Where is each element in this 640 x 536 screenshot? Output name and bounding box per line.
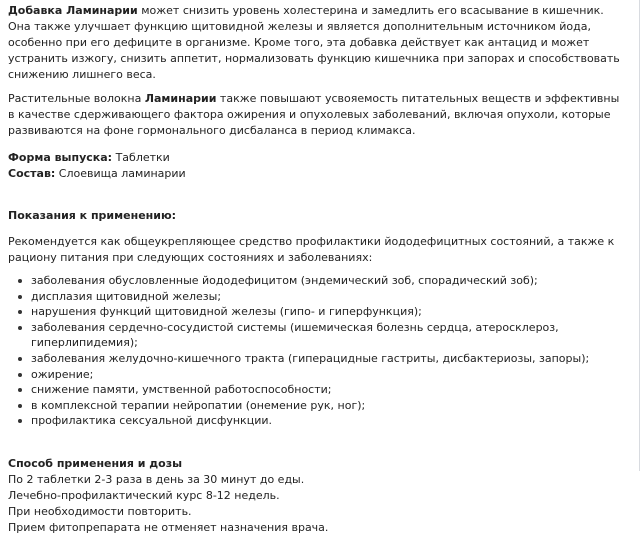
usage-title: Способ применения и дозы bbox=[8, 456, 183, 470]
list-item: дисплазия щитовидной железы; bbox=[16, 289, 620, 305]
list-item: профилактика сексуальной дисфункции. bbox=[16, 413, 620, 429]
list-item: заболевания сердечно-сосудистой системы (ишемическая болезнь сердца, атеросклероз, гиперлипидемия); bbox=[16, 320, 620, 351]
indications-intro: Рекомендуется как общеукрепляющее средство профилактики йододефицитных состояний, а также к рациону питания при следующих состояниях и заболеваниях: bbox=[8, 235, 615, 264]
intro-lead: Добавка bbox=[8, 4, 67, 17]
indications-title: Показания к применению: bbox=[8, 209, 177, 222]
list-item: нарушения функций щитовидной железы (гипо- и гиперфункция); bbox=[16, 304, 620, 320]
fiber-lead-bold: Ламинарии bbox=[144, 92, 217, 105]
product-meta bbox=[8, 150, 620, 182]
composition bbox=[8, 166, 620, 182]
usage-line: Лечебно-профилактический курс 8-12 недель. bbox=[8, 488, 280, 502]
list-item: в комплексной терапии нейропатии (онемение рук, ног); bbox=[16, 398, 620, 414]
list-item: ожирение; bbox=[16, 367, 620, 383]
composition-label: Состав: bbox=[8, 167, 56, 180]
list-item: снижение памяти, умственной работоспособности; bbox=[16, 382, 620, 398]
fiber-paragraph bbox=[8, 91, 620, 139]
fiber-lead: Растительные волокна bbox=[8, 92, 145, 105]
usage-line: Прием фитопрепарата не отменяет назначения врача. bbox=[8, 520, 329, 534]
indications-list bbox=[8, 273, 620, 429]
release-form bbox=[8, 150, 620, 166]
usage-block bbox=[8, 472, 620, 536]
usage-line: По 2 таблетки 2-3 раза в день за 30 минут до еды. bbox=[8, 472, 305, 486]
product-description bbox=[8, 3, 620, 536]
list-item: заболевания желудочно-кишечного тракта (гиперацидные гастриты, дисбактериозы, запоры); bbox=[16, 351, 620, 367]
intro-paragraph bbox=[8, 3, 620, 83]
release-form-label: Форма выпуска: bbox=[8, 151, 113, 164]
intro-lead-bold: Ламинарии bbox=[66, 4, 138, 17]
composition-value: Слоевища ламинарии bbox=[55, 167, 186, 180]
list-item: заболевания обусловленные йододефицитом (эндемический зоб, спорадический зоб); bbox=[16, 273, 620, 289]
fiber-text: также повышают усвояемость питательных веществ и эффективны в качестве сдерживающего фактора ожирения и опухолевых заболеваний, включая опухоли, которые развиваются на фоне гормонального дисбаланса в период климакса. bbox=[8, 92, 620, 137]
release-form-value: Таблетки bbox=[112, 151, 170, 164]
usage-line: При необходимости повторить. bbox=[8, 504, 192, 518]
intro-text: может снизить уровень холестерина и замедлить его всасывание в кишечник. Она также улучшает функцию щитовидной железы и является дополнительным источником йода, особенно при его дефиците в организме. Кроме того, эта добавка действует как антацид и может устранить изжогу, снизить аппетит, нормализовать функцию кишечника при запорах и способствовать снижению лишнего веса. bbox=[8, 4, 620, 81]
